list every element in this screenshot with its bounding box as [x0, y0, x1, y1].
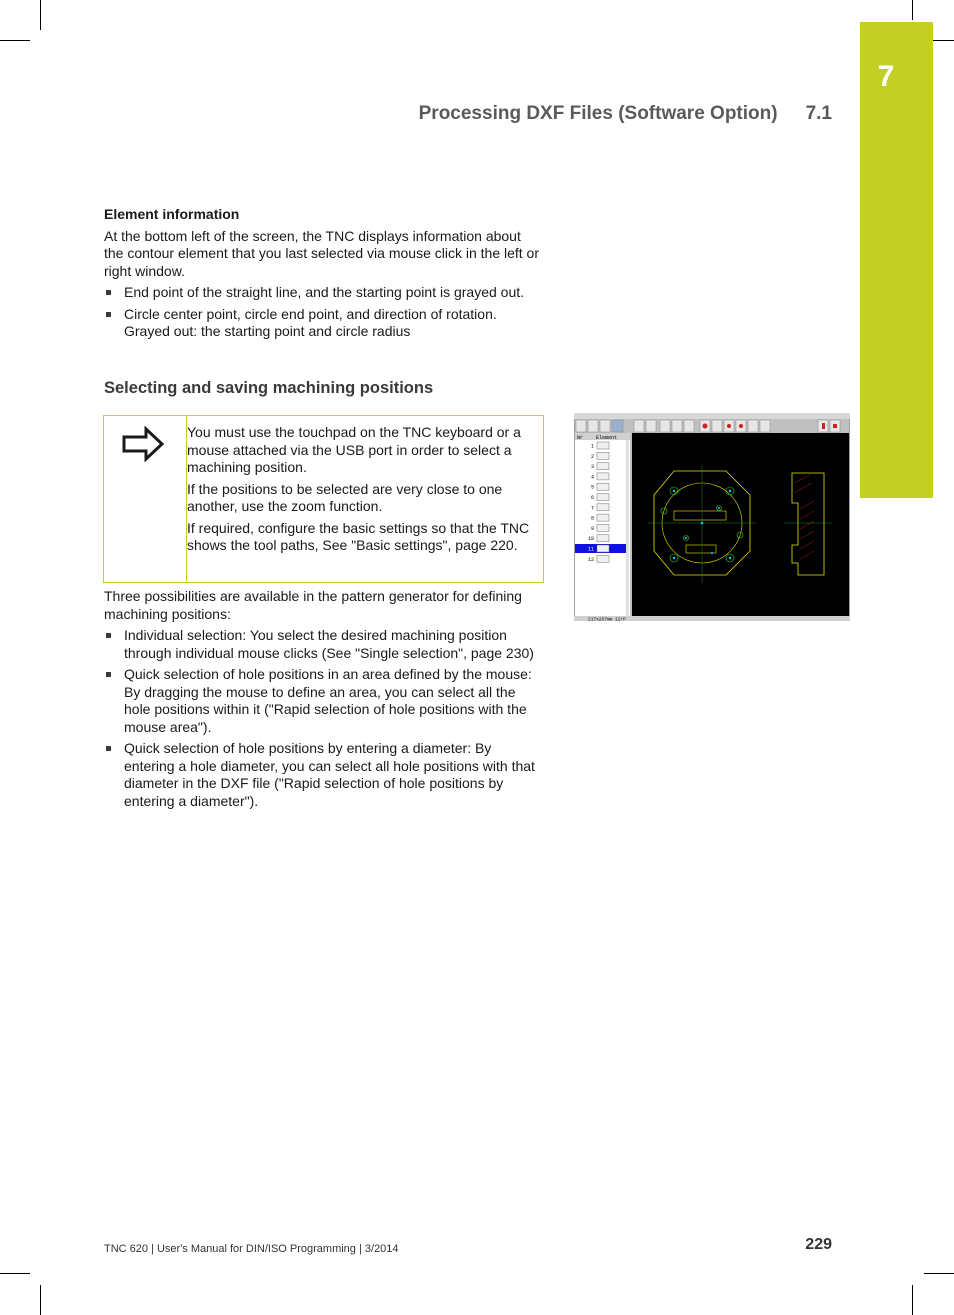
- element-type-icon: [597, 514, 609, 521]
- crop-mark: [0, 1273, 30, 1274]
- element-information-intro: At the bottom left of the screen, the TNC displays information about the contour element that you last selected via mouse click in the left or right window.: [104, 227, 540, 279]
- arrow-right-icon: [120, 426, 166, 467]
- list-row-number: 4: [590, 474, 594, 481]
- list-item: Circle center point, circle end point, and direction of rotation. Grayed out: the starting point and circle radius: [104, 306, 542, 341]
- element-information-section: [104, 206, 542, 345]
- crop-mark: [924, 1273, 954, 1274]
- list-row-number: 12: [587, 556, 594, 563]
- element-type-icon: [597, 545, 609, 552]
- status-text: 217x267mm 12+P: [588, 617, 626, 621]
- list-item: Quick selection of hole positions by entering a diameter: By entering a hole diameter, you can select all hole positions with that diameter in the DXF file ("Rapid selection of hole positions by entering a diameter").: [104, 740, 542, 810]
- element-type-icon: [597, 442, 609, 449]
- crop-mark: [40, 1285, 41, 1315]
- possibilities-section: [104, 588, 542, 814]
- note-paragraph: If the positions to be selected are very close to one another, use the zoom function.: [187, 480, 503, 514]
- column-header-element: Element: [596, 435, 618, 441]
- list-row-number: 5: [590, 484, 594, 491]
- crop-mark: [912, 0, 913, 20]
- chapter-number: 7: [877, 60, 895, 93]
- element-type-icon: [597, 535, 609, 542]
- note-box: [103, 415, 544, 583]
- element-information-list: [104, 284, 542, 341]
- list-item: End point of the straight line, and the starting point is grayed out.: [104, 284, 542, 302]
- list-row-number: 3: [590, 464, 594, 471]
- element-information-heading: Element information: [104, 206, 240, 222]
- element-type-icon: [597, 452, 609, 459]
- column-header-nr: Nr: [577, 435, 584, 441]
- chapter-tab: [860, 22, 933, 498]
- header-section-number: 7.1: [805, 103, 832, 124]
- footer-text: TNC 620 | User's Manual for DIN/ISO Programming | 3/2014: [104, 1243, 399, 1255]
- element-type-icon: [597, 524, 609, 531]
- list-row-number: 6: [590, 495, 594, 501]
- list-row-number: 11: [587, 546, 594, 553]
- page-number: 229: [805, 1236, 832, 1253]
- element-type-icon: [597, 494, 609, 501]
- possibilities-list: [104, 627, 542, 810]
- header-title: Processing DXF Files (Software Option): [418, 103, 778, 124]
- section-heading: Selecting and saving machining positions: [104, 379, 434, 397]
- list-row-number: 1: [590, 443, 594, 450]
- element-type-icon: [597, 483, 609, 490]
- element-type-icon: [597, 504, 609, 511]
- note-text: [187, 424, 537, 559]
- element-type-icon: [597, 555, 609, 562]
- crop-mark: [0, 40, 30, 41]
- note-paragraph: You must use the touchpad on the TNC keyboard or a mouse attached via the USB port in order to select a machining position.: [187, 424, 521, 475]
- possibilities-intro: Three possibilities are available in the pattern generator for defining machining positions:: [104, 588, 522, 622]
- list-item: Quick selection of hole positions in an area defined by the mouse: By dragging the mouse to define an area, you can select all the hole positions within it ("Rapid selection of hole positions with the mouse area").: [104, 666, 542, 736]
- crop-mark: [912, 1285, 913, 1315]
- crop-mark: [40, 0, 41, 30]
- list-row-number: 8: [590, 515, 594, 522]
- dxf-screenshot: [574, 413, 850, 621]
- running-header: [300, 103, 832, 125]
- element-type-icon: [597, 463, 609, 470]
- note-paragraph: If required, configure the basic settings so that the TNC shows the tool paths, See "Basic settings", page 220.: [187, 519, 530, 553]
- list-row-number: 9: [590, 525, 594, 532]
- element-type-icon: [597, 473, 609, 480]
- list-row-number: 7: [590, 505, 594, 512]
- list-row-number: 2: [590, 453, 594, 460]
- list-item: Individual selection: You select the desired machining position through individual mouse clicks (See "Single selection", page 230): [104, 627, 542, 662]
- list-row-number: 10: [587, 536, 594, 543]
- section-heading-block: [104, 380, 542, 398]
